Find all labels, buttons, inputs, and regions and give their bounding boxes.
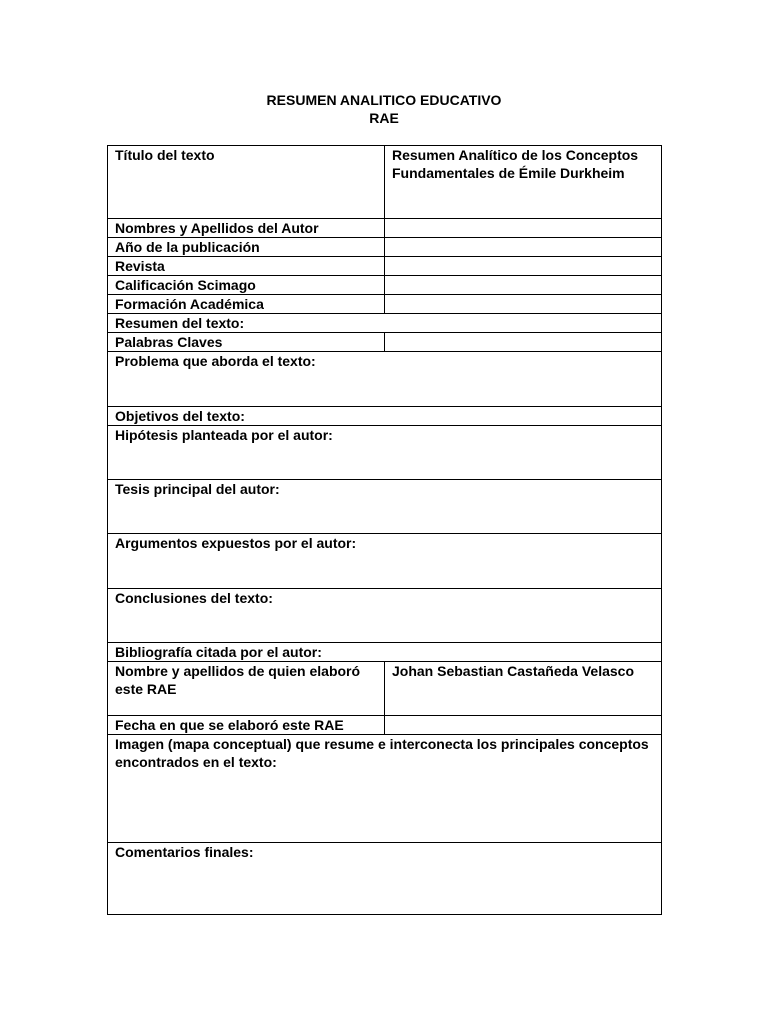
value-revista bbox=[385, 257, 662, 276]
value-autor bbox=[385, 219, 662, 238]
label-imagen: Imagen (mapa conceptual) que resume e interconecta los principales conceptos encontrados en el texto: bbox=[108, 735, 662, 843]
row-conclusiones bbox=[108, 589, 662, 643]
label-problema: Problema que aborda el texto: bbox=[108, 352, 662, 407]
value-formacion bbox=[385, 295, 662, 314]
rae-form-table bbox=[107, 145, 662, 915]
value-scimago bbox=[385, 276, 662, 295]
label-scimago: Calificación Scimago bbox=[108, 276, 385, 295]
label-revista: Revista bbox=[108, 257, 385, 276]
row-elaboro bbox=[108, 662, 662, 716]
row-argumentos bbox=[108, 534, 662, 589]
row-resumen bbox=[108, 314, 662, 333]
row-hipotesis bbox=[108, 426, 662, 480]
label-titulo: Título del texto bbox=[108, 146, 385, 219]
row-tesis bbox=[108, 480, 662, 534]
label-anio: Año de la publicación bbox=[108, 238, 385, 257]
value-anio bbox=[385, 238, 662, 257]
row-bibliografia bbox=[108, 643, 662, 662]
label-fecha: Fecha en que se elaboró este RAE bbox=[108, 716, 385, 735]
label-conclusiones: Conclusiones del texto: bbox=[108, 589, 662, 643]
label-argumentos: Argumentos expuestos por el autor: bbox=[108, 534, 662, 589]
label-hipotesis: Hipótesis planteada por el autor: bbox=[108, 426, 662, 480]
row-titulo bbox=[108, 146, 662, 219]
value-elaboro: Johan Sebastian Castañeda Velasco bbox=[385, 662, 662, 716]
label-elaboro: Nombre y apellidos de quien elaboró este RAE bbox=[108, 662, 385, 716]
row-scimago bbox=[108, 276, 662, 295]
label-tesis: Tesis principal del autor: bbox=[108, 480, 662, 534]
value-palabras bbox=[385, 333, 662, 352]
row-comentarios bbox=[108, 843, 662, 915]
label-objetivos: Objetivos del texto: bbox=[108, 407, 662, 426]
label-bibliografia: Bibliografía citada por el autor: bbox=[108, 643, 662, 662]
row-objetivos bbox=[108, 407, 662, 426]
label-resumen: Resumen del texto: bbox=[108, 314, 662, 333]
value-titulo: Resumen Analítico de los Conceptos Fundamentales de Émile Durkheim bbox=[385, 146, 662, 219]
label-formacion: Formación Académica bbox=[108, 295, 385, 314]
label-autor: Nombres y Apellidos del Autor bbox=[108, 219, 385, 238]
row-imagen bbox=[108, 735, 662, 843]
document-subtitle: RAE bbox=[369, 110, 399, 126]
row-autor bbox=[108, 219, 662, 238]
row-revista bbox=[108, 257, 662, 276]
row-formacion bbox=[108, 295, 662, 314]
label-comentarios: Comentarios finales: bbox=[108, 843, 662, 915]
label-palabras: Palabras Claves bbox=[108, 333, 385, 352]
row-fecha bbox=[108, 716, 662, 735]
document-title: RESUMEN ANALITICO EDUCATIVO bbox=[266, 92, 502, 108]
row-palabras bbox=[108, 333, 662, 352]
row-anio bbox=[108, 238, 662, 257]
row-problema bbox=[108, 352, 662, 407]
value-fecha bbox=[385, 716, 662, 735]
